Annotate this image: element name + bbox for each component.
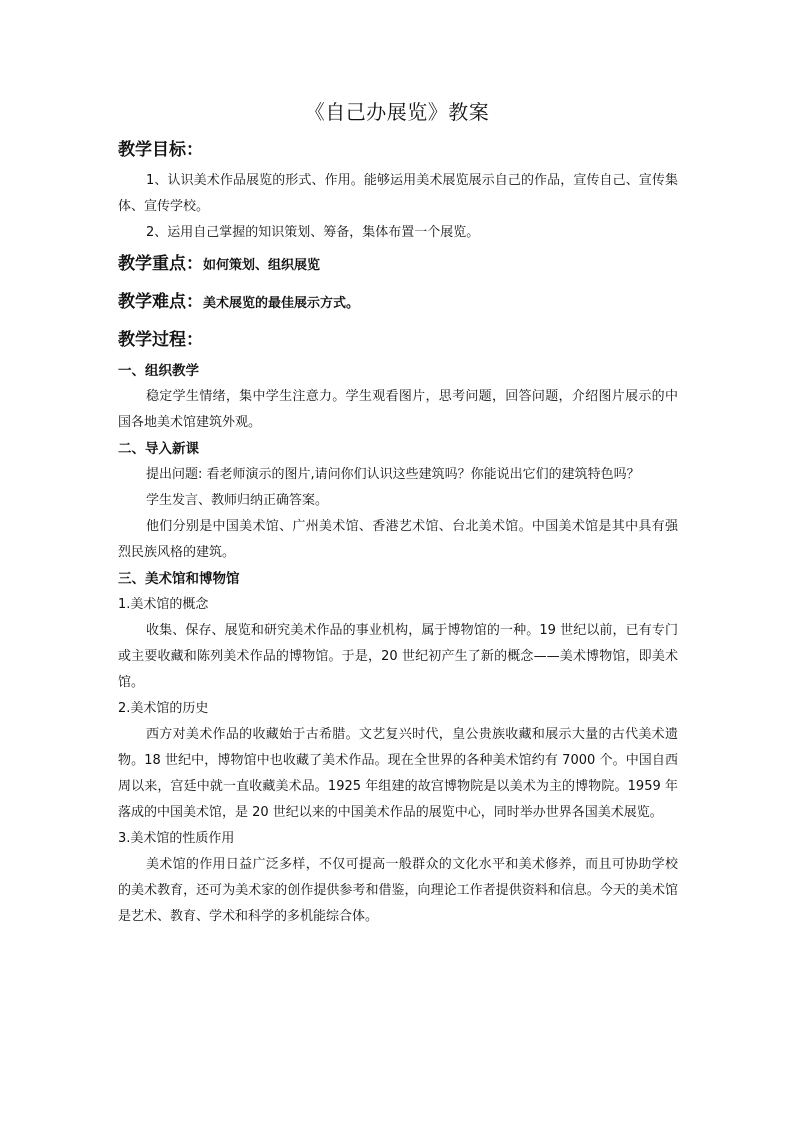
subsection-3-paragraph: 美术馆的作用日益广泛多样，不仅可提高一般群众的文化水平和美术修养，而且可协助学校的美术教育，还可为美术家的创作提供参考和借鉴，向理论工作者提供资料和信息。今天的美术馆是艺术、教育、学术和科学的多机能综合体。	[118, 857, 678, 924]
key-point-label: 教学重点：	[118, 254, 203, 274]
section-3-heading: 三、美术馆和博物馆	[118, 571, 240, 587]
difficulty-text: 美术展览的最佳展示方式。	[203, 296, 360, 311]
subsection-3-heading: 3.美术馆的性质作用	[118, 831, 235, 846]
document-body	[118, 136, 678, 930]
difficulty-line	[118, 288, 678, 318]
subsection-1-paragraph: 收集、保存、展览和研究美术作品的事业机构，属于博物馆的一种。19 世纪以前，已有专门或主要收藏和陈列美术作品的博物馆。于是，20 世纪初产生了新的概念——美术博物馆，即美术馆。	[118, 623, 678, 690]
key-point-line	[118, 250, 678, 280]
subsection-2-heading: 2.美术馆的历史	[118, 701, 209, 716]
process-heading: 教学过程：	[118, 330, 203, 350]
section-2-paragraph-1: 提出问题: 看老师演示的图片,请问你们认识这些建筑吗？你能说出它们的建筑特色吗？	[146, 467, 640, 482]
objective-item-1: 1、认识美术作品展览的形式、作用。能够运用美术展览展示自己的作品，宣传自己、宣传集体、宣传学校。	[118, 173, 678, 214]
difficulty-label: 教学难点：	[118, 292, 203, 312]
section-2-paragraph-2: 学生发言、教师归纳正确答案。	[146, 493, 329, 508]
section-2-paragraph-3: 他们分别是中国美术馆、广州美术馆、香港艺术馆、台北美术馆。中国美术馆是其中具有强烈民族风格的建筑。	[118, 519, 678, 560]
objective-item-2: 2、运用自己掌握的知识策划、筹备，集体布置一个展览。	[146, 225, 480, 240]
objectives-heading: 教学目标：	[118, 140, 203, 160]
section-2-heading: 二、导入新课	[118, 441, 199, 457]
section-1-paragraph: 稳定学生情绪，集中学生注意力。学生观看图片，思考问题，回答问题，介绍图片展示的中国各地美术馆建筑外观。	[118, 389, 678, 430]
document-title: 《自己办展览》教案	[304, 100, 490, 124]
subsection-2-paragraph: 西方对美术作品的收藏始于古希腊。文艺复兴时代，皇公贵族收藏和展示大量的古代美术遗物。18 世纪中，博物馆中也收藏了美术作品。现在全世界的各种美术馆约有 7000 个。中国自西周以来，宫廷中就一直收藏美术品。1925 年组建的故宫博物院是以美术为主的博物院。1959 年落成的中国美术馆，是 20 世纪以来的中国美术作品的展览中心，同时举办世界各国美术展览。	[118, 727, 678, 820]
section-1-heading: 一、组织教学	[118, 363, 199, 379]
key-point-text: 如何策划、组织展览	[203, 258, 321, 273]
subsection-1-heading: 1.美术馆的概念	[118, 597, 209, 612]
